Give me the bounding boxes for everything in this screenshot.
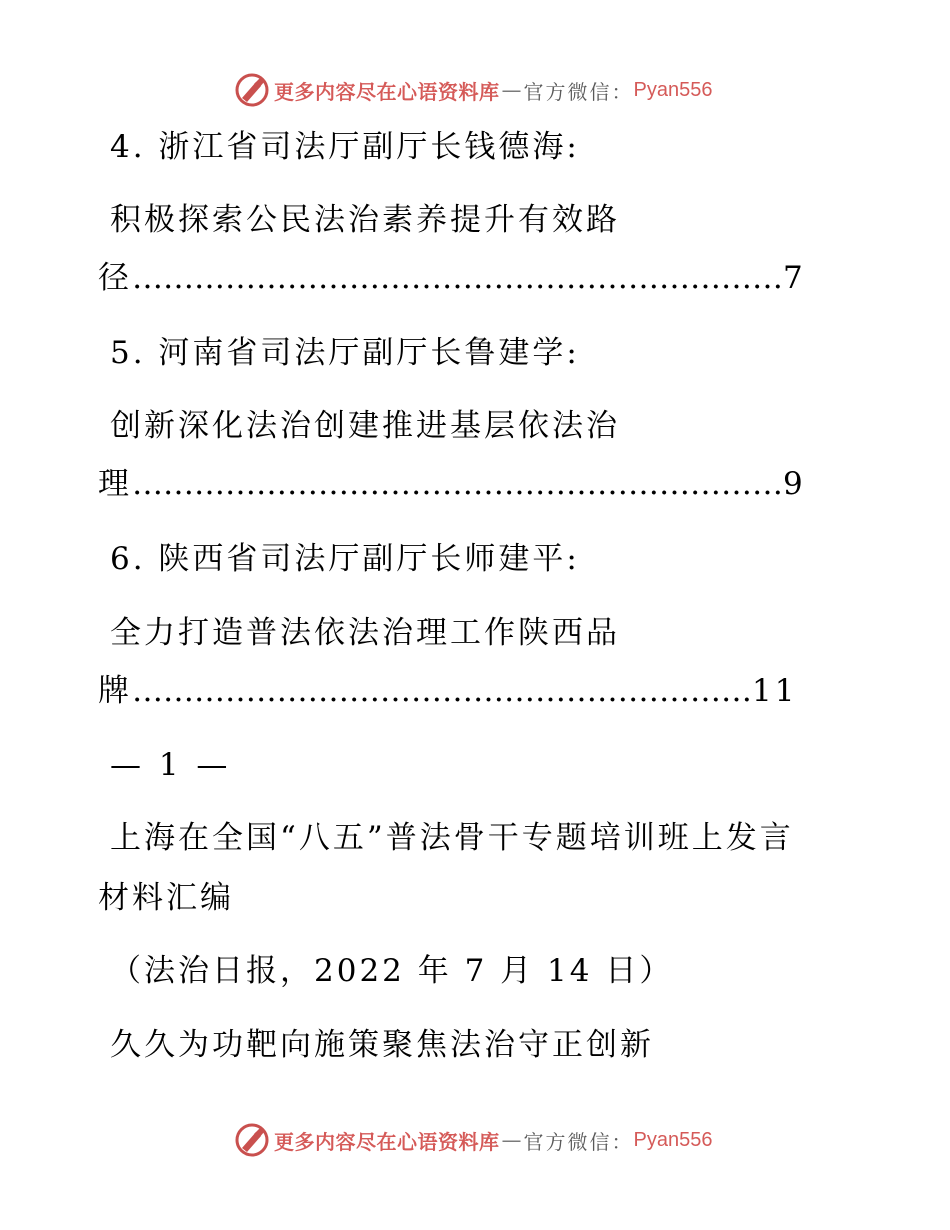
banner-wechat-label: 官方微信：: [523, 79, 634, 104]
header-banner: [234, 70, 712, 110]
toc-title-end: 理: [98, 466, 132, 502]
banner-main-text: 更多内容尽在心语资料库: [274, 1129, 500, 1154]
toc-title-continuation: [98, 464, 806, 504]
toc-page-number: 9: [783, 466, 806, 502]
section-heading: 久久为功靶向施策聚焦法治守正创新: [110, 1027, 654, 1063]
banner-main-text: 更多内容尽在心语资料库: [274, 79, 500, 104]
pen-logo-icon: [234, 1122, 270, 1158]
toc-page-number: 11: [752, 673, 798, 709]
toc-title-continuation: [98, 258, 806, 298]
toc-leader-dots: ………………………………………………………: [132, 260, 783, 296]
toc-heading: 6. 陕西省司法厅副厅长师建平:: [110, 541, 580, 577]
toc-leader-dots: ………………………………………………………: [132, 466, 783, 502]
page-number: — 1 —: [110, 747, 232, 783]
source-citation: （法治日报，2022 年 7 月 14 日）: [110, 953, 674, 989]
banner-wechat-label: 官方微信：: [523, 1129, 634, 1154]
toc-title: 全力打造普法依法治理工作陕西品: [110, 615, 620, 651]
banner-wechat-id: Pyan556: [633, 78, 713, 101]
toc-page-number: 7: [783, 260, 806, 296]
footer-banner: [234, 1120, 712, 1160]
toc-title-end: 牌: [98, 673, 132, 709]
document-title-line1: 上海在全国“八五”普法骨干专题培训班上发言: [110, 820, 794, 856]
toc-heading: 5. 河南省司法厅副厅长鲁建学:: [110, 335, 580, 371]
banner-dash: —: [501, 78, 522, 102]
toc-title-end: 径: [98, 260, 132, 296]
document-title-line2: 材料汇编: [98, 880, 234, 916]
toc-heading: 4. 浙江省司法厅副厅长钱德海:: [110, 129, 580, 165]
banner-wechat-id: Pyan556: [633, 1128, 713, 1151]
pen-logo-icon: [234, 72, 270, 108]
toc-title: 创新深化法治创建推进基层依法治: [110, 408, 620, 444]
toc-title-continuation: [98, 671, 797, 711]
toc-title: 积极探索公民法治素养提升有效路: [110, 202, 620, 238]
banner-dash: —: [501, 1128, 522, 1152]
toc-leader-dots: ……………………………………………………: [132, 673, 752, 709]
